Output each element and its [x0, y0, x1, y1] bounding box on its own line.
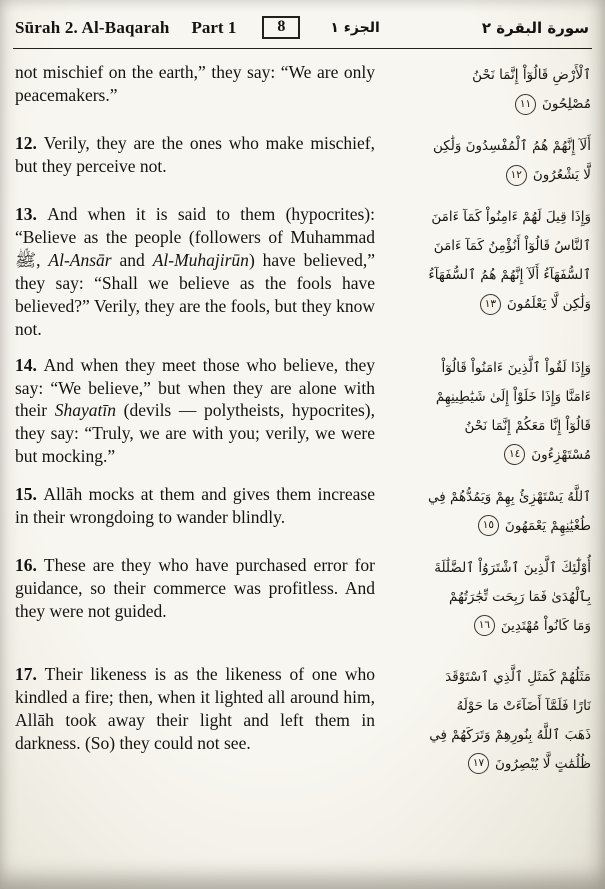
arabic-line: وَلَٰكِن لَّا يَعْلَمُونَ١٣ — [383, 290, 591, 319]
verse-row — [15, 61, 591, 119]
text-segment: And when they meet those who believe, they say: “We believe,” but when they are alone with their — [15, 354, 375, 421]
page-header — [0, 0, 605, 43]
arabic-line: وَمَا كَانُواْ مُهْتَدِينَ١٦ — [383, 612, 591, 641]
verse-number: 17. — [15, 663, 45, 684]
arabic-line: ظُلُمَٰتٍ لَّا يُبْصِرُونَ١٧ — [383, 750, 591, 779]
verse-row — [15, 203, 591, 341]
verse-end-marker: ١٣ — [480, 294, 501, 315]
arabic-line: ٱلنَّاسُ قَالُوٓاْ أَنُؤْمِنُ كَمَآ ءَامَنَ — [433, 238, 591, 255]
verse-number: 15. — [15, 483, 44, 504]
arabic-line: ذَهَبَ ٱللَّهُ بِنُورِهِمْ وَتَرَكَهُمْ فِي — [429, 726, 591, 743]
text-segment: Al-Muhajirūn — [152, 249, 249, 270]
text-segment: Al-Ansār — [48, 249, 112, 270]
surah-title-english: Sūrah 2. Al-Baqarah — [15, 17, 170, 37]
verse-row — [15, 483, 591, 541]
verse-number: 13. — [15, 204, 48, 225]
verse-number: 12. — [15, 133, 44, 154]
text-segment: And when it is said to them (hypocrites): “Believe as the people (followers of Muhammad ﷺ, — [15, 204, 375, 270]
arabic-line: ٱلْأَرْضِ قَالُوٓاْ إِنَّمَا نَحْنُ — [472, 67, 591, 83]
verse-end-marker: ١١ — [515, 94, 536, 115]
arabic-line: لَّا يَشْعُرُونَ١٢ — [383, 161, 591, 190]
verse-english-text — [15, 554, 375, 623]
verse-english-text — [15, 61, 375, 107]
text-segment: Verily, they are the ones who make mischief, but they perceive not. — [15, 133, 375, 176]
part-label: Part 1 — [191, 17, 237, 37]
verse-row — [15, 132, 591, 190]
arabic-line: بِٱلْهُدَىٰ فَمَا رَبِحَت تِّجَٰرَتُهُمْ — [448, 588, 591, 605]
verse-end-marker: ١٥ — [478, 515, 499, 536]
verse-english-text — [15, 354, 375, 469]
verse-row — [15, 663, 591, 779]
verses-container — [0, 49, 605, 779]
verse-english-text — [15, 203, 375, 341]
verse-number: 14. — [15, 354, 44, 375]
verse-row — [15, 354, 591, 470]
verse-arabic-text — [383, 663, 591, 779]
arabic-line: وَإِذَا قِيلَ لَهُمْ ءَامِنُواْ كَمَآ ءَامَنَ — [431, 209, 591, 226]
verse-arabic-text — [383, 61, 591, 119]
arabic-line: أَلَآ إِنَّهُمْ هُمُ ٱلْمُفْسِدُونَ وَلَٰكِن — [432, 138, 591, 155]
text-segment: ) have believed,” they say: “Shall we believe as the fools have believed?” Verily, they are the fools, but they know not. — [15, 249, 376, 339]
arabic-line: ءَامَنَّا وَإِذَا خَلَوْاْ إِلَىٰ شَيَٰطِينِهِمْ — [435, 388, 591, 405]
verse-arabic-text — [383, 354, 591, 470]
arabic-line: وَإِذَا لَقُواْ ٱلَّذِينَ ءَامَنُواْ قَالُوٓاْ — [441, 359, 591, 376]
text-segment: Shayatīn — [54, 400, 116, 421]
verse-end-marker: ١٤ — [504, 444, 525, 465]
text-segment: These are they who have purchased error for guidance, so their commerce was profitless. And they were not guided. — [15, 554, 376, 621]
verse-number: 16. — [15, 554, 44, 575]
verse-arabic-text — [383, 132, 591, 190]
arabic-line: نَارًا فَلَمَّآ أَضَآءَتْ مَا حَوْلَهُ — [456, 697, 591, 714]
arabic-line: قَالُوٓاْ إِنَّا مَعَكُمْ إِنَّمَا نَحْنُ — [464, 417, 591, 434]
text-segment: Their likeness is as the likeness of one who kindled a fire; then, when it lighted all around him, Allāh took away their light and left them in darkness. (So) they could not see. — [15, 663, 375, 753]
verse-arabic-text — [383, 554, 591, 641]
text-segment: Allāh mocks at them and gives them increase in their wrongdoing to wander blindly. — [15, 483, 376, 527]
arabic-line: مُسْتَهْزِءُونَ١٤ — [383, 441, 591, 470]
text-segment: not mischief on the earth,” they say: “We are only peacemakers.” — [15, 62, 375, 105]
verse-english-text — [15, 483, 375, 529]
verse-english-text — [15, 663, 375, 755]
text-segment: (devils — polytheists, hypocrites), they say: “Truly, we are with you; verily, we were but mocking.” — [15, 400, 375, 467]
page-number-box: 8 — [262, 16, 300, 39]
surah-title-arabic: سورة البقرة ٢ — [481, 18, 589, 37]
juz-label-arabic: الجزء ١ — [330, 19, 380, 36]
arabic-line: ٱلسُّفَهَآءُ أَلَآ إِنَّهُمْ هُمُ ٱلسُّفَهَآءُ — [428, 267, 591, 284]
verse-row — [15, 554, 591, 641]
arabic-line: مُصْلِحُونَ١١ — [383, 90, 591, 119]
verse-end-marker: ١٢ — [506, 165, 527, 186]
verse-english-text — [15, 132, 375, 178]
text-segment: and — [111, 249, 153, 270]
arabic-line: ٱللَّهُ يَسْتَهْزِئُ بِهِمْ وَيَمُدُّهُمْ فِي — [428, 488, 591, 505]
verse-end-marker: ١٦ — [474, 615, 495, 636]
verse-end-marker: ١٧ — [468, 753, 489, 774]
arabic-line: أُوْلَٰٓئِكَ ٱلَّذِينَ ٱشْتَرَوُاْ ٱلضَّلَٰلَةَ — [434, 559, 591, 576]
arabic-line: طُغْيَٰنِهِمْ يَعْمَهُونَ١٥ — [383, 512, 591, 541]
verse-arabic-text — [383, 203, 591, 319]
verse-arabic-text — [383, 483, 591, 541]
arabic-line: مَثَلُهُمْ كَمَثَلِ ٱلَّذِي ٱسْتَوْقَدَ — [445, 668, 591, 685]
